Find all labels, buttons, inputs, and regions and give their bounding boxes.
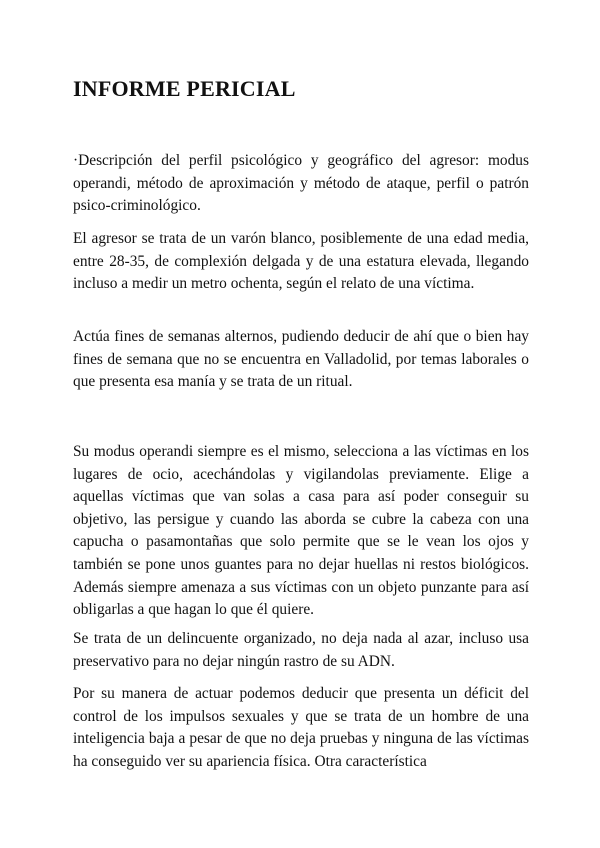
paragraph-modus-operandi: Su modus operandi siempre es el mismo, selecciona a las víctimas en los lugares de ocio, acechándolas y vigilandolas previamente. Elige a aquellas víctimas que van solas a casa para así poder conseguir su objetivo, las persigue y cuando las aborda se cubre la cabeza con una capucha o pasamontañas que solo permite que se le vean los ojos y también se pone unos guantes para no dejar huellas ni restos biológicos. Además siempre amenaza a sus víctimas con un objeto punzante para así obligarlas a que hagan lo que él quiere. <box>73 443 529 619</box>
paragraph-profile-description: ·Descripción del perfil psicológico y geográfico del agresor: modus operandi, método de aproximación y método de ataque, perfil o patrón psico-criminológico. <box>73 152 529 215</box>
paragraph-aggressor-physical: El agresor se trata de un varón blanco, posiblemente de una edad media, entre 28-35, de complexión delgada y de una estatura elevada, llegando incluso a medir un metro ochenta, según el relato de una víctima. <box>73 230 529 293</box>
paragraph-weekend-pattern: Actúa fines de semanas alternos, pudiendo deducir de ahí que o bien hay fines de semana que no se encuentra en Valladolid, por temas laborales o que presenta esa manía y se trata de un ritual. <box>73 328 529 391</box>
document-page <box>73 0 529 848</box>
document-title: INFORME PERICIAL <box>73 76 296 101</box>
paragraph-impulse-control: Por su manera de actuar podemos deducir que presenta un déficit del control de los impulsos sexuales y que se trata de un hombre de una inteligencia baja a pesar de que no deja pruebas y ninguna de las víctimas ha conseguido ver su apariencia física. Otra característica <box>73 685 529 770</box>
paragraph-organized-offender: Se trata de un delincuente organizado, no deja nada al azar, incluso usa preservativo para no dejar ningún rastro de su ADN. <box>73 630 529 670</box>
